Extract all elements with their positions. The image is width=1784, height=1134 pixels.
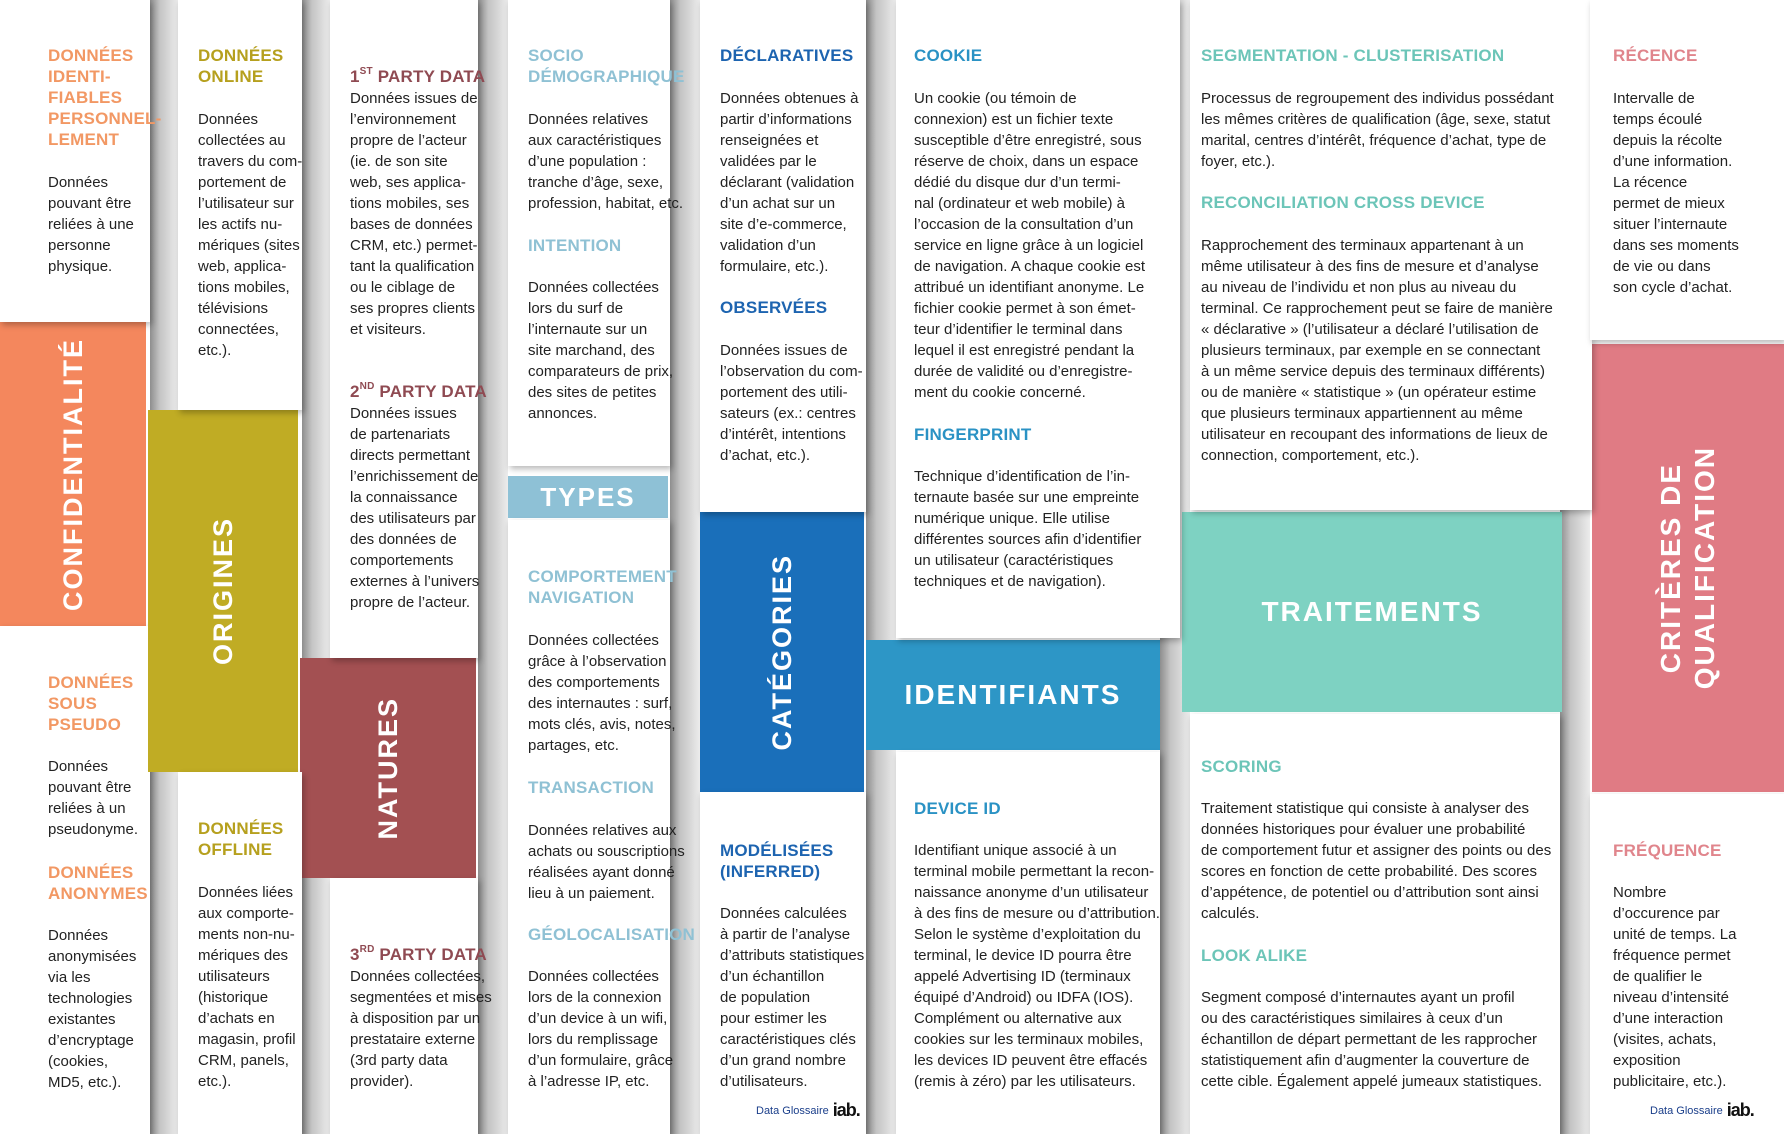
title-donnees-online: DONNÉES ONLINE: [198, 46, 284, 86]
band-types-label: TYPES: [540, 481, 636, 512]
text-cookie: Un cookie (ou témoin de connexion) est un fichier texte susceptible d’être enregistré, sous réserve de choix, dans un espace dédié du disque dur d’un termi- nal (ordinateur et web mobile) à l’occasion de la consultation d’un service en ligne grâce à un logiciel de navigation. A chaque cookie est attribué un identifiant anonyme. Le fichier cookie permet à son émet- teur d’identifier le terminal dans lequel il est enregistré pendant la durée de validité ou d’enregistre- ment du cookie concerné.: [914, 90, 1146, 401]
text-device-id: Identifiant unique associé à un terminal mobile permettant la recon- naissance anonyme d’un utilisateur à des fins de mesure ou d’attribution. Selon le système d’exploitation du terminal, le device ID pourra être appelé Advertising ID (terminaux équipé d’Android) ou IDFA (IOS). Complément ou alternative aux cookies sur les terminaux mobiles, les devices ID peuvent être effacés (remis à zéro) par les utilisateurs.: [914, 842, 1160, 1090]
footer-right: [1650, 1100, 1754, 1121]
iab-logo: iab.: [832, 1100, 860, 1120]
footer-label: Data Glossaire: [1650, 1104, 1723, 1117]
title-donnees-anonymes: DONNÉES ANONYMES: [48, 863, 148, 903]
title-look-alike: LOOK ALIKE: [1201, 946, 1308, 965]
title-comportement-navigation: COMPORTEMENT NAVIGATION: [528, 567, 677, 607]
text-transaction: Données relatives aux achats ou souscriptions réalisées ayant donné lieu à un paiement.: [528, 822, 685, 902]
text-frequence: Nombre d’occurence par unité de temps. La fréquence permet de qualifier le niveau d’intensité d’une interaction (visites, achats, exposition publicitaire, etc.).: [1613, 884, 1737, 1090]
text-donnees-pseudo: Données pouvant être reliées à un pseudonyme.: [48, 758, 139, 838]
fold-shadow: [302, 0, 330, 1134]
band-traitements: [1182, 512, 1562, 712]
band-identifiants-label: IDENTIFIANTS: [904, 679, 1122, 710]
text-modelisees: Données calculées à partir de l’analyse d’attributs statistiques d’un échantillon de population pour estimer les caractéristiques clés d’un grand nombre d’utilisateurs.: [720, 905, 865, 1090]
text-socio-demographique: Données relatives aux caractéristiques d’une population : tranche d’âge, sexe, profession, habitat, etc.: [528, 111, 684, 212]
title-device-id: DEVICE ID: [914, 799, 1001, 818]
title-modelisees: MODÉLISÉES (INFERRED): [720, 841, 834, 881]
text-intention: Données collectées lors du surf de l’internaute sur un site marchand, des comparateurs de prix, des sites de petites annonces.: [528, 279, 674, 422]
text-fingerprint: Technique d’identification de l’in- ternaute basée sur une empreinte numérique unique. Elle utilise différentes sources afin d’identifier un utilisateur (caractéristiques techniques et de navigation).: [914, 468, 1142, 590]
title-cookie: COOKIE: [914, 46, 983, 65]
title-recence: RÉCENCE: [1613, 46, 1698, 65]
footer-left: [756, 1100, 860, 1121]
text-look-alike: Segment composé d’internautes ayant un profil ou des caractéristiques similaires à ceux d’un échantillon de départ permettant de les rapprocher statistiquement afin d’augmenter la couverture de cette cible. Également appelé jumeaux statistiques.: [1201, 989, 1543, 1090]
band-criteres-label: CRITÈRES DE QUALIFICATION: [1655, 446, 1720, 690]
title-1st-party-data: 1ST PARTY DATA: [350, 66, 486, 86]
text-observees: Données issues de l’observation du com- portement des utili- sateurs (ex.: centres d’intérêt, intentions d’achat, etc.).: [720, 342, 863, 464]
text-donnees-online: Données collectées au travers du com- portement de l’utilisateur sur les actifs nu- mériques (sites web, applica- tions mobiles, télévisions connectées, etc.).: [198, 111, 303, 359]
title-observees: OBSERVÉES: [720, 298, 828, 317]
title-donnees-pseudo: DONNÉES SOUS PSEUDO: [48, 673, 134, 734]
band-types: [508, 476, 668, 518]
band-categories: [700, 512, 864, 792]
text-3rd-party-data: Données collectées, segmentées et mises à disposition par un prestataire externe (3rd party data provider).: [350, 968, 492, 1090]
text-donnees-identifiables: Données pouvant être reliées à une personne physique.: [48, 174, 134, 275]
text-scoring: Traitement statistique qui consiste à analyser des données historiques pour évaluer une probabilité de comportement futur et assigner des points ou des scores en fonction de cette probabilité. Des scores d’appétence, de potentiel ou d’attribution sont ainsi calculés.: [1201, 800, 1552, 922]
text-donnees-anonymes: Données anonymisées via les technologies existantes d’encryptage (cookies, MD5, etc.).: [48, 927, 137, 1091]
band-confidentialite-label: CONFIDENTIALITÉ: [57, 337, 88, 611]
text-declaratives: Données obtenues à partir d’informations renseignées et validées par le déclarant (validation d’un achat sur un site d’e-commerce, validation d’un formulaire, etc.).: [720, 90, 859, 275]
footer-label: Data Glossaire: [756, 1104, 829, 1117]
band-traitements-label: TRAITEMENTS: [1261, 596, 1483, 627]
band-identifiants: [866, 640, 1160, 750]
title-scoring: SCORING: [1201, 757, 1282, 776]
band-natures: [300, 658, 476, 878]
text-2nd-party-data: Données issues de partenariats directs permettant l’enrichissement de la connaissance des utilisateurs par des données de comportements externes à l’univers propre de l’acteur.: [350, 405, 480, 611]
title-reconciliation: RECONCILIATION CROSS DEVICE: [1201, 193, 1485, 212]
band-origines: [148, 410, 298, 772]
text-recence: Intervalle de temps écoulé depuis la récolte d’une information. La récence permet de mieux situer l’internaute dans ses moments de vie ou dans son cycle d’achat.: [1613, 90, 1739, 296]
text-donnees-offline: Données liées aux comporte- ments non-nu- mériques des utilisateurs (historique d’achats en magasin, profil CRM, panels, etc.).: [198, 884, 296, 1090]
band-criteres: [1592, 344, 1784, 792]
title-donnees-identifiables: DONNÉES IDENTI- FIABLES PERSONNEL- LEMENT: [48, 46, 162, 149]
text-geolocalisation: Données collectées lors de la connexion d’un device à un wifi, lors du remplissage d’un formulaire, grâce à l’adresse IP, etc.: [528, 968, 674, 1090]
title-3rd-party-data: 3RD PARTY DATA: [350, 944, 487, 964]
title-fingerprint: FINGERPRINT: [914, 425, 1032, 444]
title-donnees-offline: DONNÉES OFFLINE: [198, 819, 284, 859]
title-geolocalisation: GÉOLOCALISATION: [528, 925, 696, 944]
title-transaction: TRANSACTION: [528, 778, 654, 797]
fold-shadow: [866, 0, 896, 1134]
title-frequence: FRÉQUENCE: [1613, 841, 1722, 860]
band-natures-label: NATURES: [372, 696, 403, 840]
title-declaratives: DÉCLARATIVES: [720, 46, 854, 65]
title-intention: INTENTION: [528, 236, 622, 255]
band-categories-label: CATÉGORIES: [766, 553, 797, 751]
text-reconciliation: Rapprochement des terminaux appartenant à un même utilisateur à des fins de mesure et d’analyse au niveau de l’individu et non plus au niveau du terminal. Ce rapprochement peut se faire de manière « déclarative » (l’utilisateur a déclaré l’utilisation de plusieurs terminaux, par exemple en se connectant à un même service depuis des terminaux différents) ou de manière « statistique » (un opérateur estime que plusieurs terminaux appartiennent au même utilisateur en recoupant des informations de lieux de connection, comportement, etc.).: [1201, 237, 1553, 464]
band-origines-label: ORIGINES: [207, 516, 238, 666]
text-comportement-navigation: Données collectées grâce à l’observation des comportements des internautes : surf, mots clés, avis, notes, partages, etc.: [528, 632, 676, 754]
iab-logo: iab.: [1726, 1100, 1754, 1120]
title-segmentation: SEGMENTATION - CLUSTERISATION: [1201, 46, 1505, 65]
text-1st-party-data: Données issues de l’environnement propre de l’acteur (ie. de son site web, ses applica- tions mobiles, ses bases de données CRM, etc.) permet- tant la qualification ou le ciblage de ses propres clients et visiteurs.: [350, 90, 478, 338]
text-segmentation: Processus de regroupement des individus possédant les mêmes critères de qualification (âge, sexe, statut marital, centres d’intérêt, fréquence d’achat, type de foyer, etc.).: [1201, 90, 1554, 170]
title-socio-demographique: SOCIO DÉMOGRAPHIQUE: [528, 46, 685, 86]
band-confidentialite: [0, 322, 146, 626]
title-2nd-party-data: 2ND PARTY DATA: [350, 381, 487, 401]
